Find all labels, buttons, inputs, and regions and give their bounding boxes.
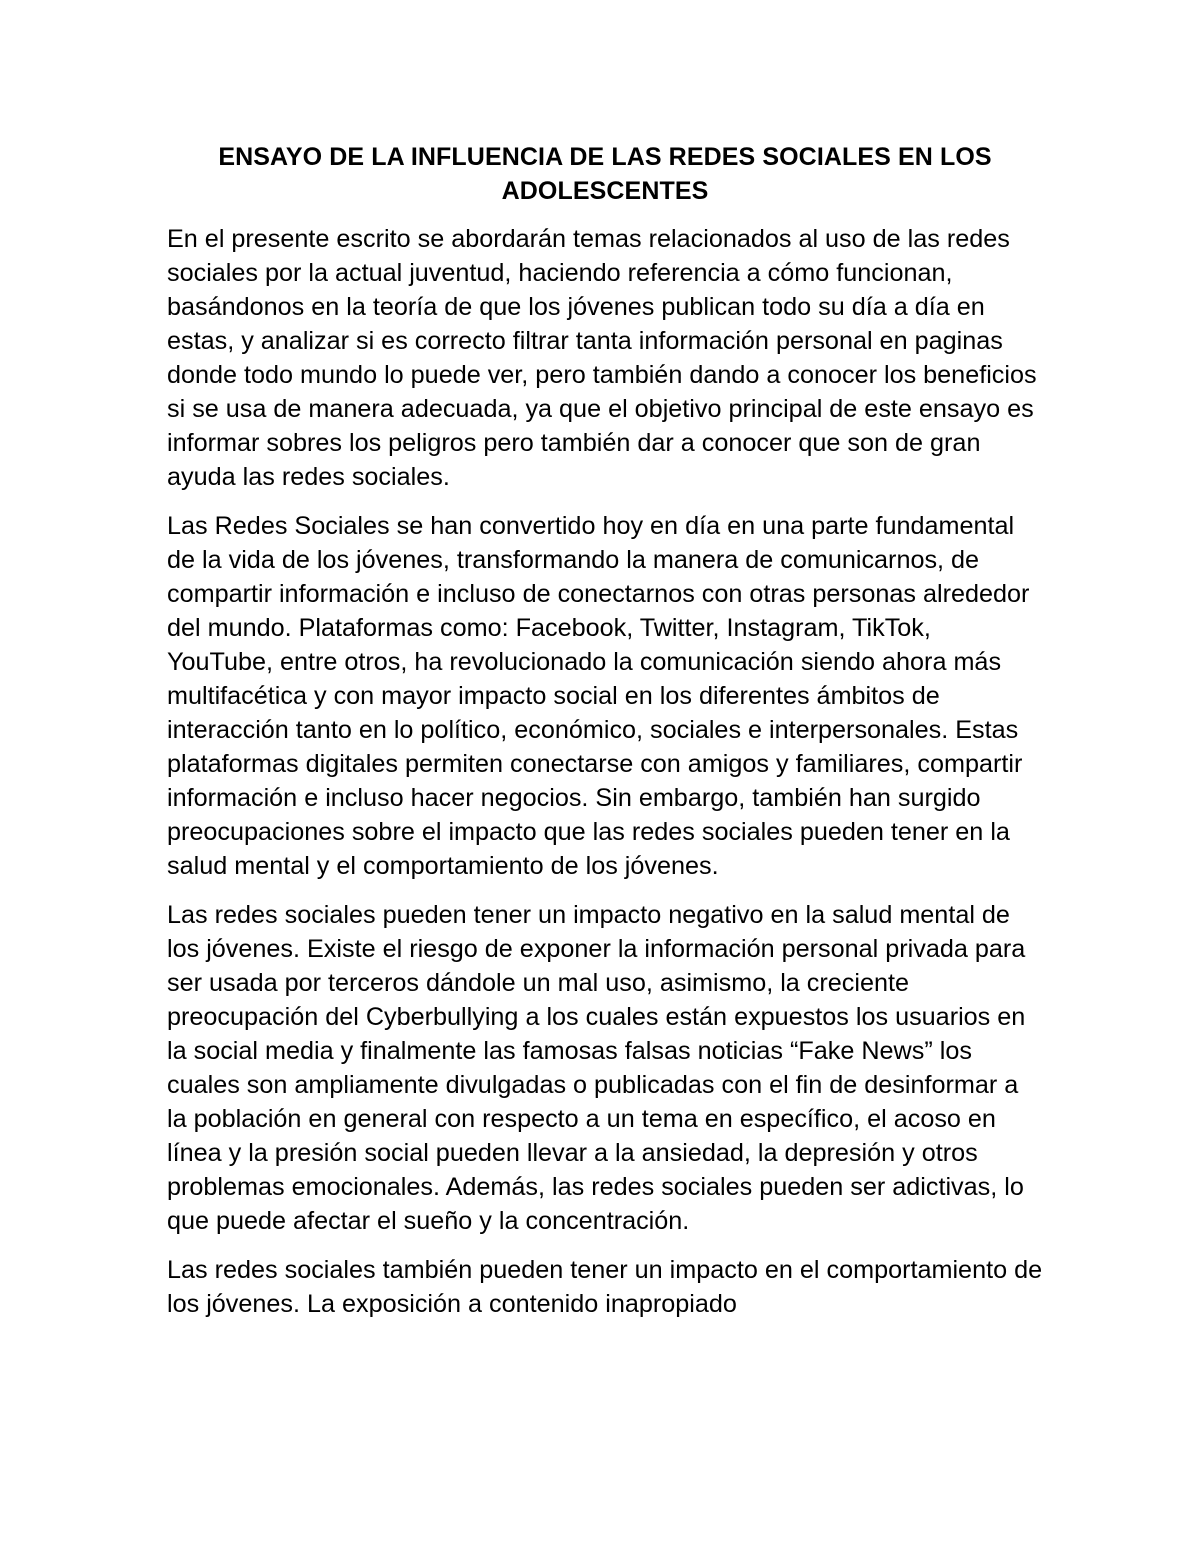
document-title: ENSAYO DE LA INFLUENCIA DE LAS REDES SOCIALES EN LOS ADOLESCENTES bbox=[218, 143, 992, 205]
paragraph-behavior: Las redes sociales también pueden tener un impacto en el comportamiento de los jóvenes. La exposición a contenido inapropiado bbox=[167, 1256, 1043, 1318]
paragraph-mental-health: Las redes sociales pueden tener un impacto negativo en la salud mental de los jóvenes. Existe el riesgo de exponer la información personal privada para ser usada por terceros dándole un mal uso, asimismo, la creciente preocupación del Cyberbullying a los cuales están expuestos los usuarios en la social media y finalmente las famosas falsas noticias “Fake News” los cuales son ampliamente divulgadas o publicadas con el fin de desinformar a la población en general con respecto a un tema en específico, el acoso en línea y la presión social pueden llevar a la ansiedad, la depresión y otros problemas emocionales. Además, las redes sociales pueden ser adictivas, lo que puede afectar el sueño y la concentración. bbox=[167, 901, 1026, 1235]
paragraph-social-networks: Las Redes Sociales se han convertido hoy en día en una parte fundamental de la vida de los jóvenes, transformando la manera de comunicarnos, de compartir información e incluso de conectarnos con otras personas alrededor del mundo. Plataformas como: Facebook, Twitter, Instagram, TikTok, YouTube, entre otros, ha revolucionado la comunicación siendo ahora más multifacética y con mayor impacto social en los diferentes ámbitos de interacción tanto en lo político, económico, sociales e interpersonales. Estas plataformas digitales permiten conectarse con amigos y familiares, compartir información e incluso hacer negocios. Sin embargo, también han surgido preocupaciones sobre el impacto que las redes sociales pueden tener en la salud mental y el comportamiento de los jóvenes. bbox=[167, 512, 1030, 880]
paragraph-introduction: En el presente escrito se abordarán temas relacionados al uso de las redes sociales por la actual juventud, haciendo referencia a cómo funcionan, basándonos en la teoría de que los jóvenes publican todo su día a día en estas, y analizar si es correcto filtrar tanta información personal en paginas donde todo mundo lo puede ver, pero también dando a conocer los beneficios si se usa de manera adecuada, ya que el objetivo principal de este ensayo es informar sobres los peligros pero también dar a conocer que son de gran ayuda las redes sociales. bbox=[167, 225, 1037, 491]
document-body bbox=[167, 140, 1043, 1336]
